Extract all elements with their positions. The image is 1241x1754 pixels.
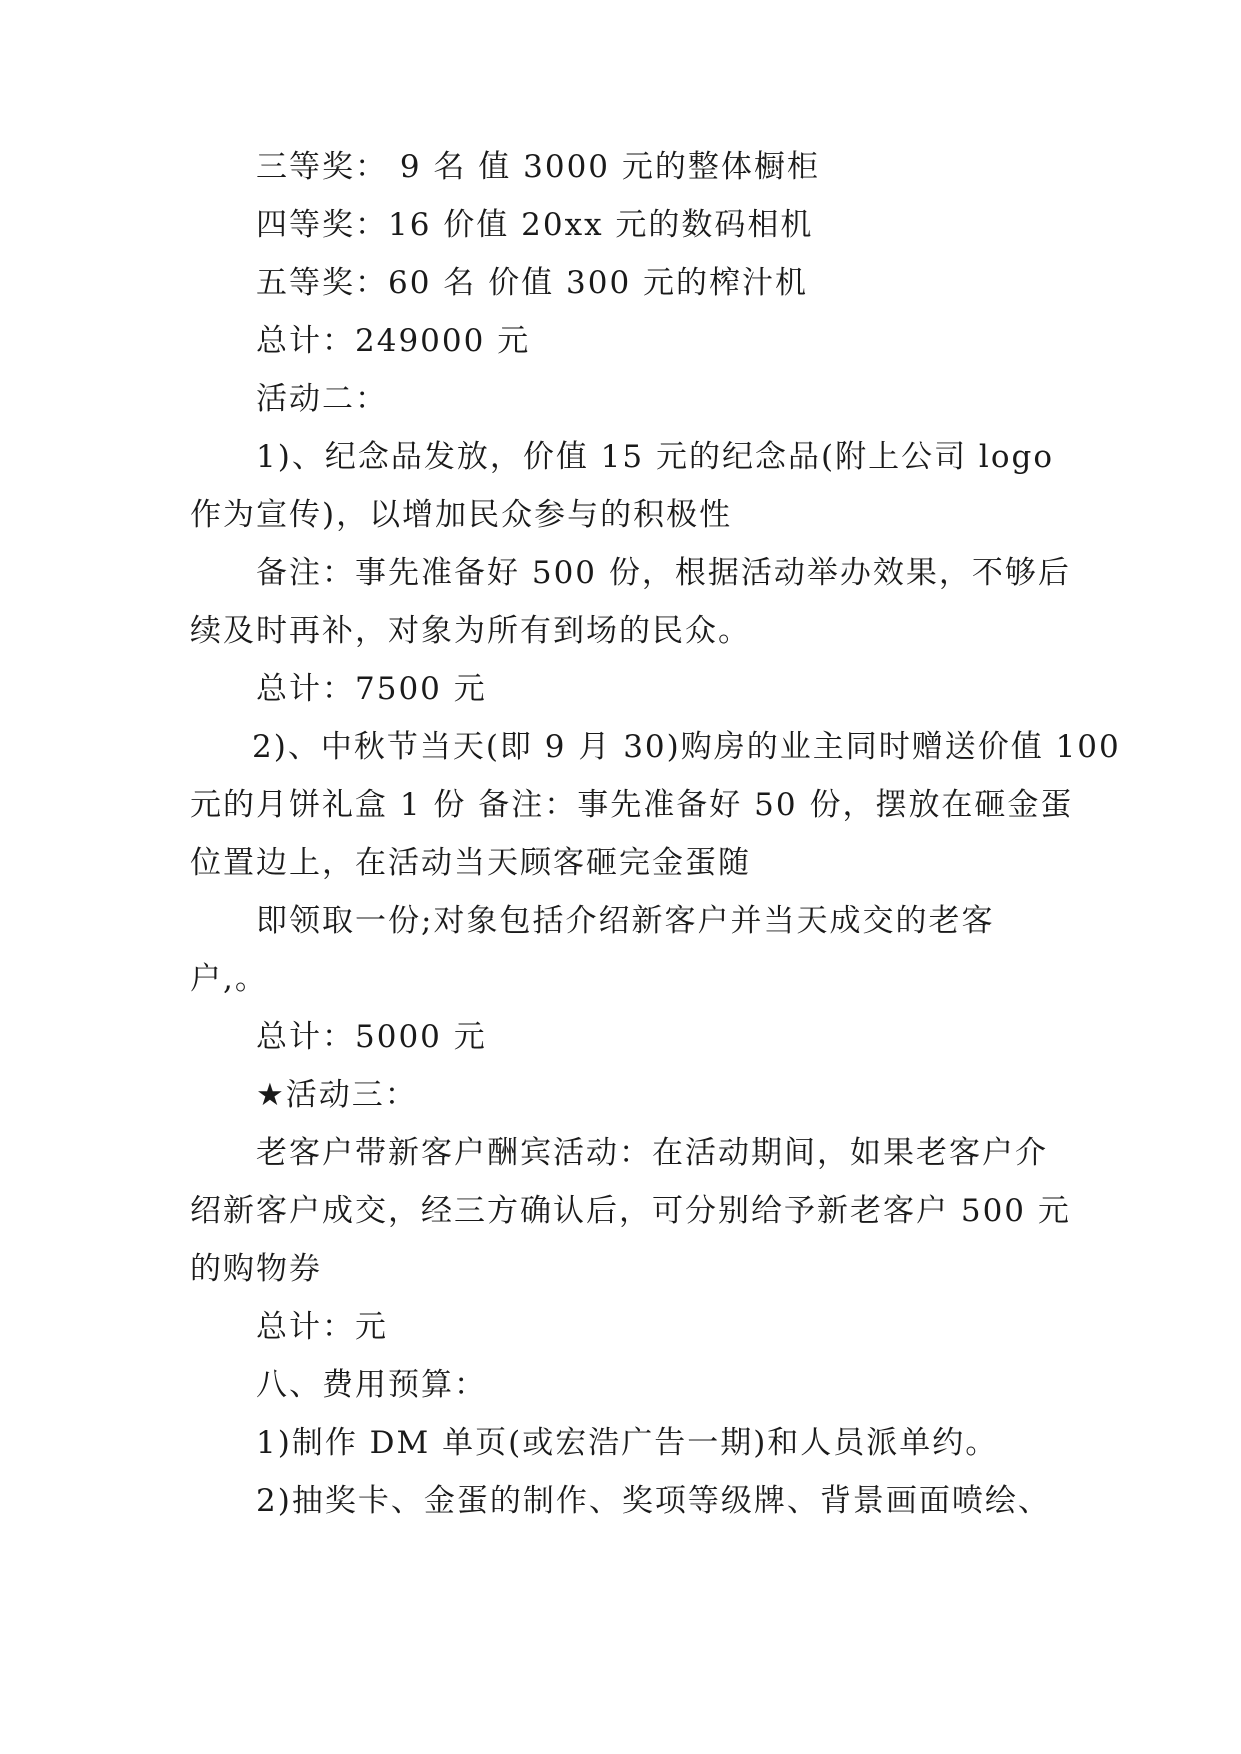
total-line-3: 总计：5000 元 — [256, 1019, 487, 1055]
prize-fourth-line: 四等奖：16 价值 20xx 元的数码相机 — [256, 207, 814, 243]
referral-paragraph-line-3: 的购物券 — [190, 1251, 322, 1287]
souvenir-paragraph-line-1: 1)、纪念品发放，价值 15 元的纪念品(附上公司 logo — [256, 439, 1055, 475]
budget-item-2: 2)抽奖卡、金蛋的制作、奖项等级牌、背景画面喷绘、 — [256, 1483, 1051, 1519]
remark-paragraph-line-1: 备注：事先准备好 500 份，根据活动举办效果，不够后 — [256, 555, 1071, 591]
mooncake-paragraph-line-5: 户,。 — [190, 961, 268, 997]
referral-paragraph-line-2: 绍新客户成交，经三方确认后，可分别给予新老客户 500 元 — [190, 1193, 1071, 1229]
remark-paragraph-line-2: 续及时再补，对象为所有到场的民众。 — [190, 613, 751, 649]
document-body — [190, 138, 1121, 1530]
prize-fifth-line: 五等奖：60 名 价值 300 元的榨汁机 — [256, 265, 809, 301]
mooncake-paragraph-line-1: 2)、中秋节当天(即 9 月 30)购房的业主同时赠送价值 100 — [252, 729, 1121, 765]
prize-third-line: 三等奖： 9 名 值 3000 元的整体橱柜 — [256, 149, 820, 185]
mooncake-paragraph-line-3: 位置边上，在活动当天顾客砸完金蛋随 — [190, 845, 751, 881]
budget-heading: 八、费用预算： — [256, 1367, 487, 1403]
total-line-2: 总计：7500 元 — [256, 671, 487, 707]
budget-item-1: 1)制作 DM 单页(或宏浩广告一期)和人员派单约。 — [256, 1425, 999, 1461]
total-line-1: 总计：249000 元 — [256, 323, 531, 359]
mooncake-paragraph-line-4: 即领取一份;对象包括介绍新客户并当天成交的老客 — [256, 903, 995, 939]
activity-two-heading: 活动二： — [256, 381, 388, 417]
total-line-4: 总计：元 — [256, 1309, 388, 1345]
activity-three-heading: ★活动三： — [256, 1077, 418, 1113]
souvenir-paragraph-line-2: 作为宣传)，以增加民众参与的积极性 — [190, 497, 733, 533]
mooncake-paragraph-line-2: 元的月饼礼盒 1 份 备注：事先准备好 50 份，摆放在砸金蛋 — [190, 787, 1074, 823]
referral-paragraph-line-1: 老客户带新客户酬宾活动：在活动期间，如果老客户介 — [256, 1135, 1048, 1171]
